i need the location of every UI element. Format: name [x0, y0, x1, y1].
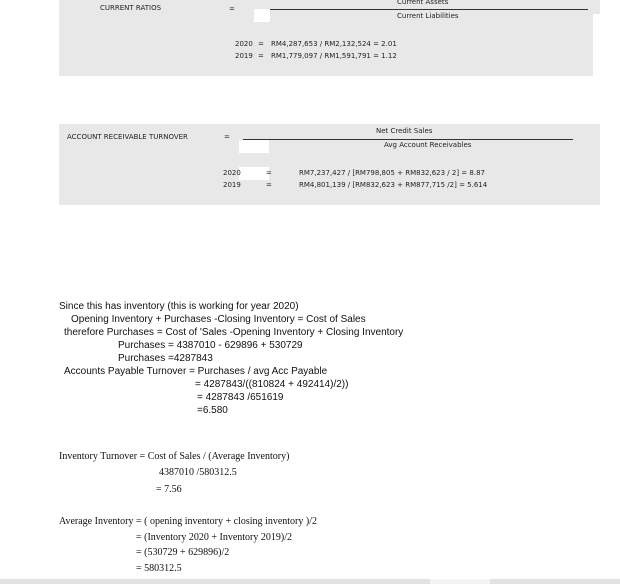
ar-turnover-year-2019: 2019	[223, 181, 241, 189]
ar-turnover-blank-box	[239, 140, 269, 153]
avg-inventory-line-3: = (530729 + 629896)/2	[136, 547, 230, 558]
working-line-8: = 4287843 /651619	[197, 392, 284, 403]
current-ratio-formula-2019: RM1,779,097 / RM1,591,791 = 1.12	[271, 52, 397, 60]
working-line-6: Accounts Payable Turnover = Purchases / avg Acc Payable	[64, 366, 328, 377]
working-line-5: Purchases =4287843	[118, 353, 213, 364]
inventory-turnover-line-3: = 7.56	[156, 484, 182, 495]
ar-turnover-formula-2019: RM4,801,139 / [RM832,623 + RM877,715 /2] = 5.614	[299, 181, 488, 189]
current-ratio-numerator: Current Assets	[397, 0, 449, 6]
inventory-turnover-line-2: 4387010 /580312.5	[159, 467, 237, 478]
working-line-3: therefore Purchases = Cost of 'Sales -Opening Inventory + Closing Inventory	[64, 327, 404, 338]
current-ratio-blank-box	[254, 9, 270, 22]
current-ratio-formula-2020: RM4,287,653 / RM2,132,524 = 2.01	[271, 40, 397, 48]
ar-turnover-fraction-line	[243, 139, 573, 140]
inventory-turnover-line-1: Inventory Turnover = Cost of Sales / (Average Inventory)	[59, 451, 290, 462]
current-ratio-year-2019: 2019	[235, 52, 253, 60]
ar-turnover-eq-2019: =	[266, 181, 272, 189]
current-ratio-label: CURRENT RATIOS	[100, 4, 162, 12]
working-line-2: Opening Inventory + Purchases -Closing Inventory = Cost of Sales	[71, 314, 366, 325]
ar-turnover-blank-box-2	[239, 167, 269, 180]
avg-inventory-line-4: = 580312.5	[136, 563, 182, 574]
ar-turnover-eq-2020: =	[266, 169, 272, 177]
current-ratio-fraction-line	[270, 9, 588, 10]
bottom-edge-strip	[0, 579, 620, 584]
current-ratio-denominator: Current Liabilities	[397, 12, 459, 20]
current-ratio-eq-2020: =	[258, 40, 264, 48]
current-ratio-equals: =	[229, 5, 235, 13]
bottom-edge-strip-light	[430, 579, 490, 584]
ar-turnover-equals: =	[224, 133, 230, 141]
working-line-7: = 4287843/((810824 + 492414)/2))	[195, 379, 349, 390]
ar-turnover-year-2020: 2020	[223, 169, 241, 177]
avg-inventory-line-1: Average Inventory = ( opening inventory + closing inventory )/2	[59, 516, 317, 527]
avg-inventory-line-2: = (Inventory 2020 + Inventory 2019)/2	[136, 532, 292, 543]
current-ratio-eq-2019: =	[258, 52, 264, 60]
working-line-9: =6.580	[197, 405, 228, 416]
working-line-1: Since this has inventory (this is working for year 2020)	[59, 301, 299, 312]
ar-turnover-formula-2020: RM7,237,427 / [RM798,805 + RM832,623 / 2] = 8.87	[299, 169, 485, 177]
current-ratio-right-strip	[593, 14, 603, 76]
ar-turnover-denominator: Avg Account Receivables	[384, 141, 472, 149]
working-line-4: Purchases = 4387010 - 629896 + 530729	[118, 340, 303, 351]
current-ratio-year-2020: 2020	[235, 40, 253, 48]
ar-turnover-numerator: Net Credit Sales	[376, 127, 433, 135]
ar-turnover-label: ACCOUNT RECEIVABLE TURNOVER	[67, 133, 188, 141]
